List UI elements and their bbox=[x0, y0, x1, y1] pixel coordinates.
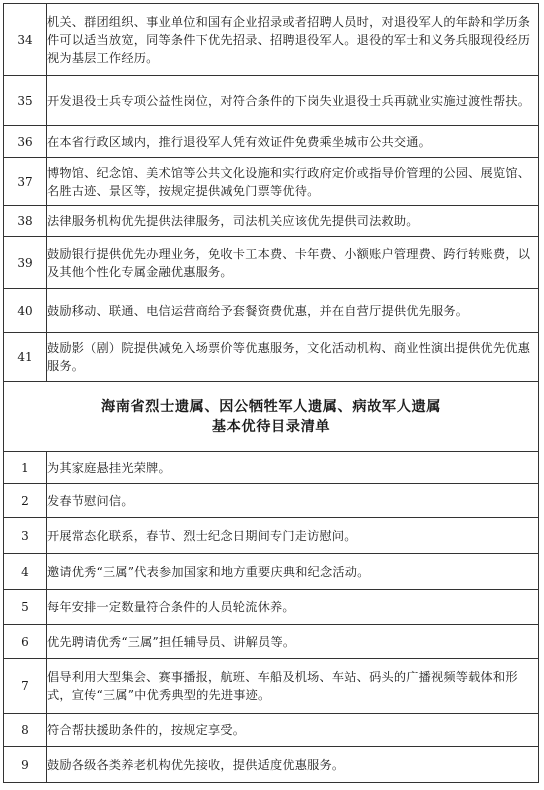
row-number: 6 bbox=[4, 625, 47, 659]
table-row bbox=[4, 484, 539, 518]
table-row bbox=[4, 518, 539, 554]
row-text: 倡导利用大型集会、赛事播报，航班、车船及机场、车站、码头的广播视频等载体和形式，宣传“三属”中优秀典型的先进事迹。 bbox=[47, 659, 539, 714]
row-text: 邀请优秀“三属”代表参加国家和地方重要庆典和纪念活动。 bbox=[47, 554, 539, 590]
table-row bbox=[4, 333, 539, 382]
row-text: 每年安排一定数量符合条件的人员轮流休养。 bbox=[47, 590, 539, 625]
table-row bbox=[4, 659, 539, 714]
table-row bbox=[4, 747, 539, 783]
row-text: 在本省行政区域内，推行退役军人凭有效证件免费乘坐城市公共交通。 bbox=[47, 126, 539, 158]
section-heading-line2: 基本优待目录清单 bbox=[211, 418, 331, 435]
row-number: 5 bbox=[4, 590, 47, 625]
row-number: 9 bbox=[4, 747, 47, 783]
row-number: 37 bbox=[4, 158, 47, 206]
table-row bbox=[4, 625, 539, 659]
row-number: 4 bbox=[4, 554, 47, 590]
row-text: 鼓励移动、联通、电信运营商给予套餐资费优惠，并在自营厅提供优先服务。 bbox=[47, 289, 539, 333]
table-row bbox=[4, 590, 539, 625]
row-number: 2 bbox=[4, 484, 47, 518]
row-number: 40 bbox=[4, 289, 47, 333]
table-row bbox=[4, 237, 539, 289]
row-text: 符合帮扶援助条件的，按规定享受。 bbox=[47, 714, 539, 747]
row-text: 鼓励各级各类养老机构优先接收，提供适度优惠服务。 bbox=[47, 747, 539, 783]
row-text: 为其家庭悬挂光荣牌。 bbox=[47, 452, 539, 484]
row-text: 博物馆、纪念馆、美术馆等公共文化设施和实行政府定价或指导价管理的公园、展览馆、名胜古迹、景区等，按规定提供减免门票等优待。 bbox=[47, 158, 539, 206]
row-text: 机关、群团组织、事业单位和国有企业招录或者招聘人员时，对退役军人的年龄和学历条件可以适当放宽，同等条件下优先招录、招聘退役军人。退役的军士和义务兵服现役经历视为基层工作经历。 bbox=[47, 4, 539, 76]
row-number: 3 bbox=[4, 518, 47, 554]
row-text: 鼓励银行提供优先办理业务，免收卡工本费、卡年费、小额账户管理费、跨行转账费，以及其他个性化专属金融优惠服务。 bbox=[47, 237, 539, 289]
table-row bbox=[4, 714, 539, 747]
section-heading bbox=[4, 382, 539, 452]
row-number: 7 bbox=[4, 659, 47, 714]
row-text: 开发退役士兵专项公益性岗位，对符合条件的下岗失业退役士兵再就业实施过渡性帮扶。 bbox=[47, 76, 539, 126]
table-row bbox=[4, 289, 539, 333]
table-row bbox=[4, 158, 539, 206]
section-heading-row bbox=[4, 382, 539, 452]
benefits-table bbox=[3, 3, 539, 783]
row-text: 发春节慰问信。 bbox=[47, 484, 539, 518]
row-number: 1 bbox=[4, 452, 47, 484]
row-text: 法律服务机构优先提供法律服务，司法机关应该优先提供司法救助。 bbox=[47, 206, 539, 237]
table-row bbox=[4, 554, 539, 590]
row-text: 开展常态化联系，春节、烈士纪念日期间专门走访慰问。 bbox=[47, 518, 539, 554]
table-row bbox=[4, 126, 539, 158]
row-number: 36 bbox=[4, 126, 47, 158]
table-row bbox=[4, 76, 539, 126]
row-number: 38 bbox=[4, 206, 47, 237]
row-number: 8 bbox=[4, 714, 47, 747]
row-number: 35 bbox=[4, 76, 47, 126]
table-row bbox=[4, 452, 539, 484]
row-number: 39 bbox=[4, 237, 47, 289]
row-text: 优先聘请优秀“三属”担任辅导员、讲解员等。 bbox=[47, 625, 539, 659]
row-number: 41 bbox=[4, 333, 47, 382]
row-text: 鼓励影（剧）院提供减免入场票价等优惠服务，文化活动机构、商业性演出提供优先优惠服务。 bbox=[47, 333, 539, 382]
table-row bbox=[4, 206, 539, 237]
table-row bbox=[4, 4, 539, 76]
row-number: 34 bbox=[4, 4, 47, 76]
section-heading-line1: 海南省烈士遗属、因公牺牲军人遗属、病故军人遗属 bbox=[100, 398, 442, 415]
